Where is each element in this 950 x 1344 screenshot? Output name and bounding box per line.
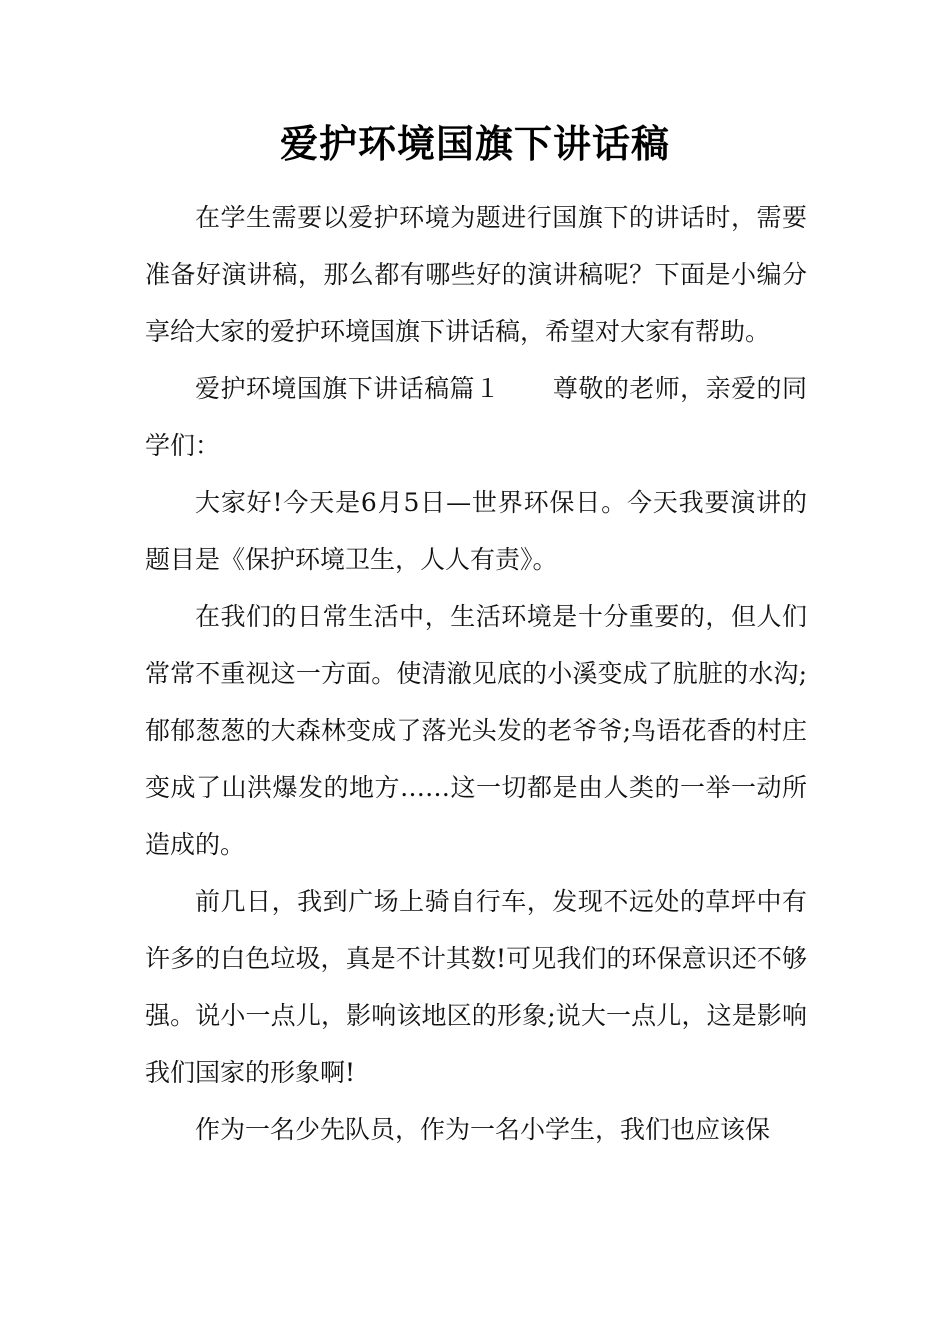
body-paragraph: 大家好!今天是6月5日—世界环保日。今天我要演讲的题目是《保护环境卫生，人人有责》。 bbox=[145, 488, 807, 574]
section-heading-paragraph bbox=[145, 360, 807, 474]
document-title: 爱护环境国旗下讲话稿 bbox=[279, 121, 670, 166]
body-paragraph: 作为一名少先队员，作为一名小学生，我们也应该保 bbox=[195, 1115, 771, 1144]
document-body bbox=[145, 189, 807, 1158]
intro-paragraph: 在学生需要以爱护环境为题进行国旗下的讲话时，需要准备好演讲稿，那么都有哪些好的演讲稿呢？下面是小编分享给大家的爱护环境国旗下讲话稿，希望对大家有帮助。 bbox=[145, 203, 807, 346]
section-heading: 爱护环境国旗下讲话稿篇１ bbox=[195, 374, 501, 403]
body-paragraph: 前几日，我到广场上骑自行车，发现不远处的草坪中有许多的白色垃圾，真是不计其数!可见我们的环保意识还不够强。说小一点儿，影响该地区的形象;说大一点儿，这是影响我们国家的形象啊! bbox=[145, 887, 807, 1087]
salutation: 尊敬的老师，亲爱的同学们： bbox=[145, 374, 807, 460]
body-paragraph: 在我们的日常生活中，生活环境是十分重要的，但人们常常不重视这一方面。使清澈见底的小溪变成了肮脏的水沟;郁郁葱葱的大森林变成了落光头发的老爷爷;鸟语花香的村庄变成了山洪爆发的地方……这一切都是由人类的一举一动所造成的。 bbox=[145, 602, 807, 859]
